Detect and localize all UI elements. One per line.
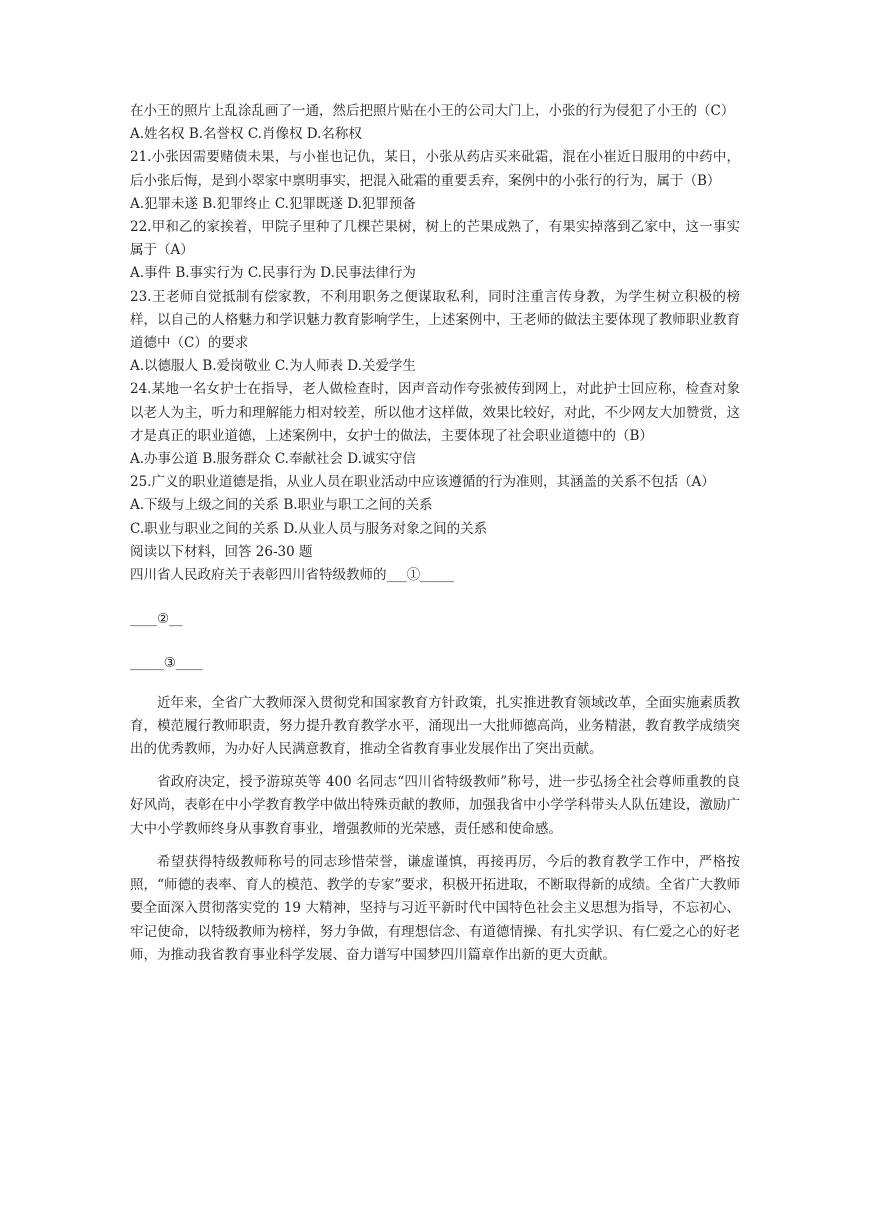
question-25-options-line-1: A.下级与上级之间的关系 B.职业与职工之间的关系 [130,497,433,514]
question-21-options: A.犯罪未遂 B.犯罪终止 C.犯罪既遂 D.犯罪预备 [130,195,416,212]
question-22-stem: 22.甲和乙的家挨着，甲院子里种了几棵芒果树，树上的芒果成熟了，有果实掉落到乙家中，这一事实属于（A） [130,219,740,259]
reading-intro: 阅读以下材料，回答 26-30 题 [130,543,313,560]
question-20-stem: 在小王的照片上乱涂乱画了一通，然后把照片贴在小王的公司大门上，小张的行为侵犯了小王的（C） [130,103,735,119]
reading-paragraph-2: 省政府决定，授予游琼英等 400 名同志“四川省特级教师”称号，进一步弘扬全社会尊师重教的良好风尚，表彰在中小学教育教学中做出特殊贡献的教师，加强我省中小学学科带头人队伍建设，激励广大中小学教师终身从事教育事业，增强教师的光荣感，责任感和使命感。 [130,774,740,837]
question-24-stem: 24.某地一名女护士在指导，老人做检查时，因声音动作夸张被传到网上，对此护士回应称，检查对象以老人为主，听力和理解能力相对较差，所以他才这样做，效果比较好，对此，不少网友大加赞赏，这才是真正的职业道德，上述案例中，女护士的做法，主要体现了社会职业道德中的（B） [130,381,740,444]
reading-paragraph-1: 近年来，全省广大教师深入贯彻党和国家教育方针政策，扎实推进教育领域改革，全面实施素质教育，模范履行教师职责，努力提升教育教学水平，涌现出一大批师德高尚，业务精湛，教育教学成绩突出的优秀教师，为办好人民满意教育，推动全省教育事业发展作出了突出贡献。 [130,694,740,758]
question-23-stem: 23.王老师自觉抵制有偿家教，不利用职务之便谋取私利，同时注重言传身教，为学生树立积极的榜样，以自己的人格魅力和学识魅力教育影响学生，上述案例中，王老师的做法主要体现了教师职业教育道德中（C）的要求 [130,288,740,352]
question-25-stem: 25.广义的职业道德是指，从业人员在职业活动中应该遵循的行为准则，其涵盖的关系不包括（A） [130,474,715,491]
question-22-options: A.事件 B.事实行为 C.民事行为 D.民事法律行为 [130,265,416,282]
spacer [130,631,740,652]
question-20-options: A.姓名权 B.名誉权 C.肖像权 D.名称权 [130,126,362,143]
reading-title-line: 四川省人民政府关于表彰四川省特级教师的___①_____ [130,567,454,584]
spacer [130,587,740,608]
question-21-stem: 21.小张因需要赌债未果，与小崔也记仇，某日，小张从药店买来砒霜，混在小崔近日服用的中药中，后小张后悔，是到小翠家中禀明事实，把混入砒霜的重要丢弃，案例中的小张行的行为，属于（B） [130,149,740,189]
document-page [130,100,740,967]
question-24-options: A.办事公道 B.服务群众 C.奉献社会 D.诚实守信 [130,451,416,468]
reading-paragraph-3: 希望获得特级教师称号的同志珍惜荣誉，谦虚谨慎，再接再厉，今后的教育教学工作中，严格按照，“师德的表率、育人的模范、教学的专家”要求，积极开拓进取，不断取得新的成绩。全省广大教师要全面深入贯彻落实党的 19 大精神，坚持与习近平新时代中国特色社会主义思想为指导，不忘初心、牢记使命，以特级教师为榜样，努力争做，有理想信念、有道德情操、有扎实学识、有仁爱之心的好老师，为推动我省教育事业科学发展、奋力谱写中国梦四川篇章作出新的更大贡献。 [130,853,740,963]
blank-3: _____③____ [130,655,203,672]
question-25-options-line-2: C.职业与职业之间的关系 D.从业人员与服务对象之间的关系 [130,520,488,537]
blank-2: ____②__ [130,611,183,628]
question-23-options: A.以德服人 B.爱岗敬业 C.为人师表 D.关爱学生 [130,358,416,375]
